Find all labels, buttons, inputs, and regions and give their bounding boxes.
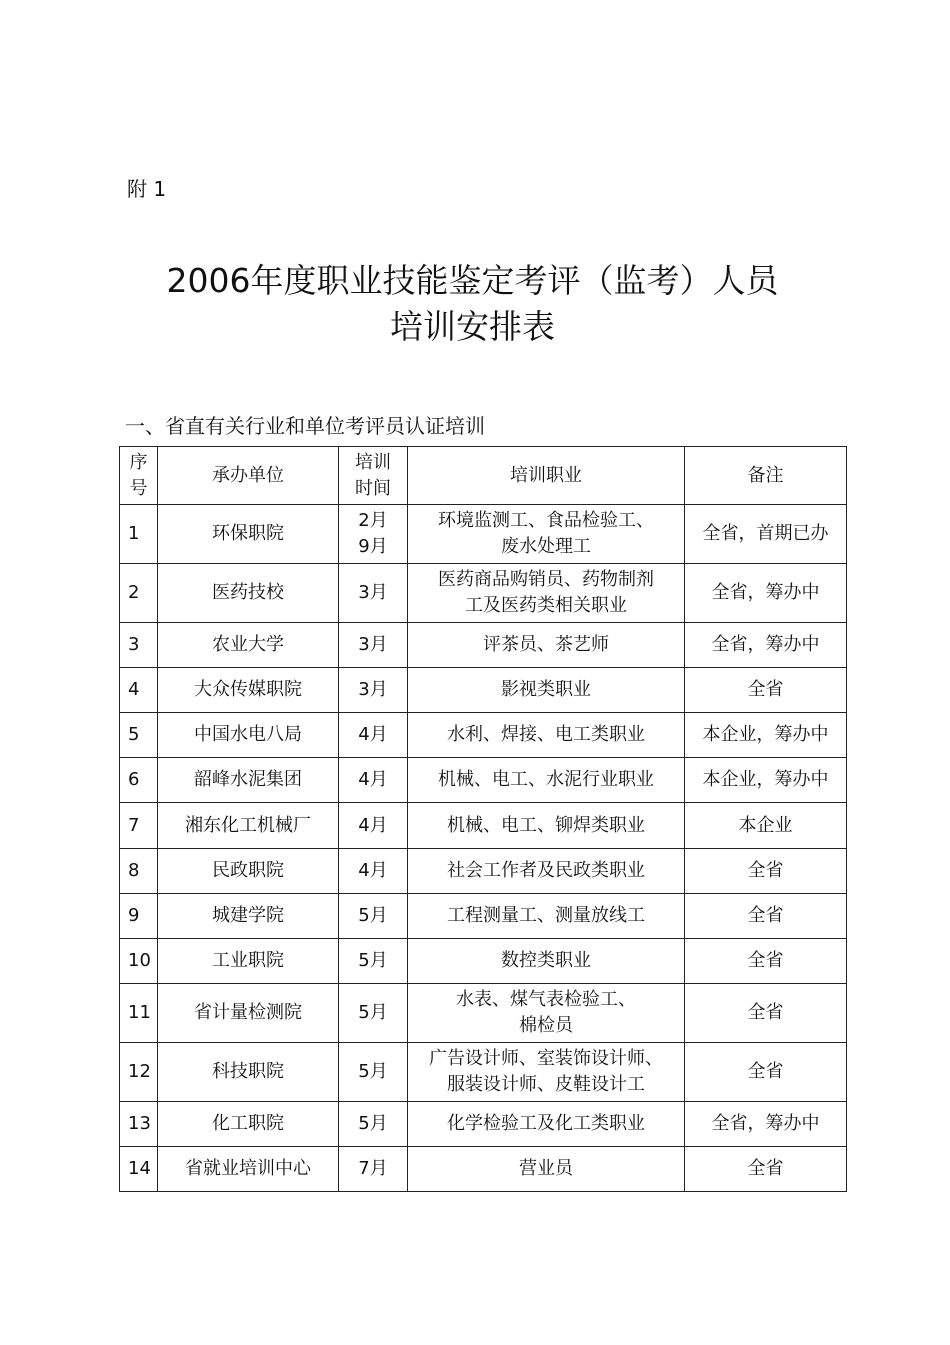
- cell-time-line: 5月: [358, 950, 388, 971]
- cell-occupation-line: 服装设计师、皮鞋设计工: [447, 1074, 645, 1095]
- table-row: [120, 1147, 847, 1192]
- cell-no: 1: [120, 505, 158, 564]
- cell-occupation: [408, 668, 685, 713]
- cell-time: [339, 849, 408, 894]
- cell-occupation-line: 机械、电工、铆焊类职业: [447, 814, 645, 836]
- title-line-2: 培训安排表: [390, 307, 555, 346]
- table-row: [120, 984, 847, 1043]
- cell-occupation: [408, 564, 685, 623]
- title-line-1: 2006年度职业技能鉴定考评（监考）人员: [166, 261, 779, 300]
- cell-unit: 工业职院: [158, 939, 339, 984]
- cell-unit: 城建学院: [158, 894, 339, 939]
- cell-no: 7: [120, 803, 158, 849]
- cell-unit: 中国水电八局: [158, 713, 339, 758]
- cell-no: 3: [120, 623, 158, 668]
- attachment-label: 附 1: [127, 177, 167, 201]
- cell-time: [339, 894, 408, 939]
- table-row: [120, 758, 847, 803]
- cell-occupation: [408, 894, 685, 939]
- cell-time: [339, 1102, 408, 1147]
- table-row: [120, 803, 847, 849]
- cell-time: [339, 803, 408, 849]
- cell-occupation-line: 社会工作者及民政类职业: [447, 860, 645, 881]
- cell-remark: 全省，筹办中: [685, 1102, 847, 1147]
- cell-time-line: 5月: [358, 1113, 388, 1134]
- table-row: [120, 564, 847, 623]
- cell-occupation: [408, 984, 685, 1043]
- table-row: [120, 623, 847, 668]
- header-time: 培训 时间: [339, 447, 408, 505]
- cell-time: [339, 1043, 408, 1102]
- cell-occupation-line: 医药商品购销员、药物制剂: [438, 569, 654, 590]
- cell-time: [339, 623, 408, 668]
- cell-occupation: [408, 1102, 685, 1147]
- cell-time-line: 3月: [358, 634, 388, 655]
- header-occupation: 培训职业: [408, 447, 685, 505]
- cell-time-line: 3月: [358, 582, 388, 603]
- cell-unit: 省就业培训中心: [158, 1147, 339, 1192]
- cell-remark: 全省: [685, 668, 847, 713]
- cell-remark: 全省，筹办中: [685, 564, 847, 623]
- cell-no: 4: [120, 668, 158, 713]
- cell-occupation-line: 数控类职业: [501, 950, 591, 971]
- table-row: [120, 1102, 847, 1147]
- cell-occupation: [408, 1147, 685, 1192]
- cell-time-line: 5月: [358, 1002, 388, 1023]
- cell-no: 12: [120, 1043, 158, 1102]
- table-row: [120, 668, 847, 713]
- cell-unit: 化工职院: [158, 1102, 339, 1147]
- cell-remark: 全省: [685, 1147, 847, 1192]
- cell-time-line: 9月: [358, 536, 388, 557]
- cell-time-line: 4月: [358, 769, 388, 790]
- cell-occupation: [408, 505, 685, 564]
- cell-time: [339, 939, 408, 984]
- cell-occupation: [408, 803, 685, 849]
- cell-no: 8: [120, 849, 158, 894]
- cell-unit: 湘东化工机械厂: [158, 803, 339, 849]
- table-row: [120, 894, 847, 939]
- cell-occupation-line: 棉检员: [519, 1015, 573, 1036]
- cell-occupation: [408, 939, 685, 984]
- cell-time: [339, 713, 408, 758]
- cell-time-line: 4月: [358, 724, 388, 745]
- cell-remark: 全省: [685, 849, 847, 894]
- cell-no: 9: [120, 894, 158, 939]
- cell-occupation-line: 工及医药类相关职业: [465, 595, 627, 616]
- cell-remark: 全省，筹办中: [685, 623, 847, 668]
- cell-time-line: 2月: [358, 510, 388, 531]
- cell-occupation-line: 水利、焊接、电工类职业: [447, 724, 645, 745]
- table-row: [120, 713, 847, 758]
- cell-unit: 大众传媒职院: [158, 668, 339, 713]
- cell-time: [339, 984, 408, 1043]
- cell-occupation-line: 营业员: [519, 1158, 573, 1179]
- cell-time: [339, 564, 408, 623]
- header-no: 序 号: [120, 447, 158, 505]
- table-body: [120, 505, 847, 1192]
- cell-no: 11: [120, 984, 158, 1043]
- cell-occupation-line: 工程测量工、测量放线工: [447, 905, 645, 926]
- cell-remark: 本企业，筹办中: [685, 758, 847, 803]
- cell-time-line: 5月: [358, 905, 388, 926]
- cell-remark: 全省: [685, 939, 847, 984]
- cell-remark: 全省: [685, 984, 847, 1043]
- cell-no: 5: [120, 713, 158, 758]
- cell-occupation: [408, 713, 685, 758]
- cell-unit: 医药技校: [158, 564, 339, 623]
- cell-remark: 本企业: [685, 803, 847, 849]
- cell-occupation: [408, 1043, 685, 1102]
- cell-time-line: 3月: [358, 679, 388, 700]
- cell-occupation-line: 评茶员、茶艺师: [483, 634, 609, 655]
- cell-occupation-line: 水表、煤气表检验工、: [456, 989, 636, 1010]
- cell-time: [339, 505, 408, 564]
- table-row: [120, 505, 847, 564]
- section-heading: 一、省直有关行业和单位考评员认证培训: [125, 414, 485, 438]
- cell-no: 6: [120, 758, 158, 803]
- cell-unit: 农业大学: [158, 623, 339, 668]
- cell-time: [339, 1147, 408, 1192]
- cell-unit: 科技职院: [158, 1043, 339, 1102]
- cell-time-line: 4月: [358, 860, 388, 881]
- cell-unit: 民政职院: [158, 849, 339, 894]
- table-row: [120, 849, 847, 894]
- document-title: [0, 258, 945, 350]
- cell-time: [339, 668, 408, 713]
- table-header-row: [120, 447, 847, 505]
- cell-occupation-line: 废水处理工: [501, 536, 591, 557]
- cell-time-line: 4月: [358, 814, 388, 836]
- cell-occupation: [408, 758, 685, 803]
- cell-remark: 全省: [685, 1043, 847, 1102]
- table-row: [120, 1043, 847, 1102]
- cell-no: 2: [120, 564, 158, 623]
- cell-remark: 全省，首期已办: [685, 505, 847, 564]
- cell-occupation-line: 机械、电工、水泥行业职业: [438, 769, 654, 790]
- table-row: [120, 939, 847, 984]
- cell-occupation-line: 影视类职业: [501, 679, 591, 700]
- header-unit: 承办单位: [158, 447, 339, 505]
- cell-time-line: 7月: [358, 1158, 388, 1179]
- cell-occupation: [408, 623, 685, 668]
- cell-occupation-line: 化学检验工及化工类职业: [447, 1113, 645, 1134]
- cell-unit: 韶峰水泥集团: [158, 758, 339, 803]
- cell-unit: 环保职院: [158, 505, 339, 564]
- cell-occupation-line: 广告设计师、室装饰设计师、: [429, 1048, 663, 1069]
- cell-unit: 省计量检测院: [158, 984, 339, 1043]
- cell-occupation: [408, 849, 685, 894]
- header-remark: 备注: [685, 447, 847, 505]
- cell-time-line: 5月: [358, 1061, 388, 1082]
- cell-remark: 本企业，筹办中: [685, 713, 847, 758]
- training-schedule-table: [119, 446, 847, 1192]
- cell-remark: 全省: [685, 894, 847, 939]
- cell-no: 14: [120, 1147, 158, 1192]
- cell-time: [339, 758, 408, 803]
- cell-occupation-line: 环境监测工、食品检验工、: [438, 510, 654, 531]
- cell-no: 13: [120, 1102, 158, 1147]
- cell-no: 10: [120, 939, 158, 984]
